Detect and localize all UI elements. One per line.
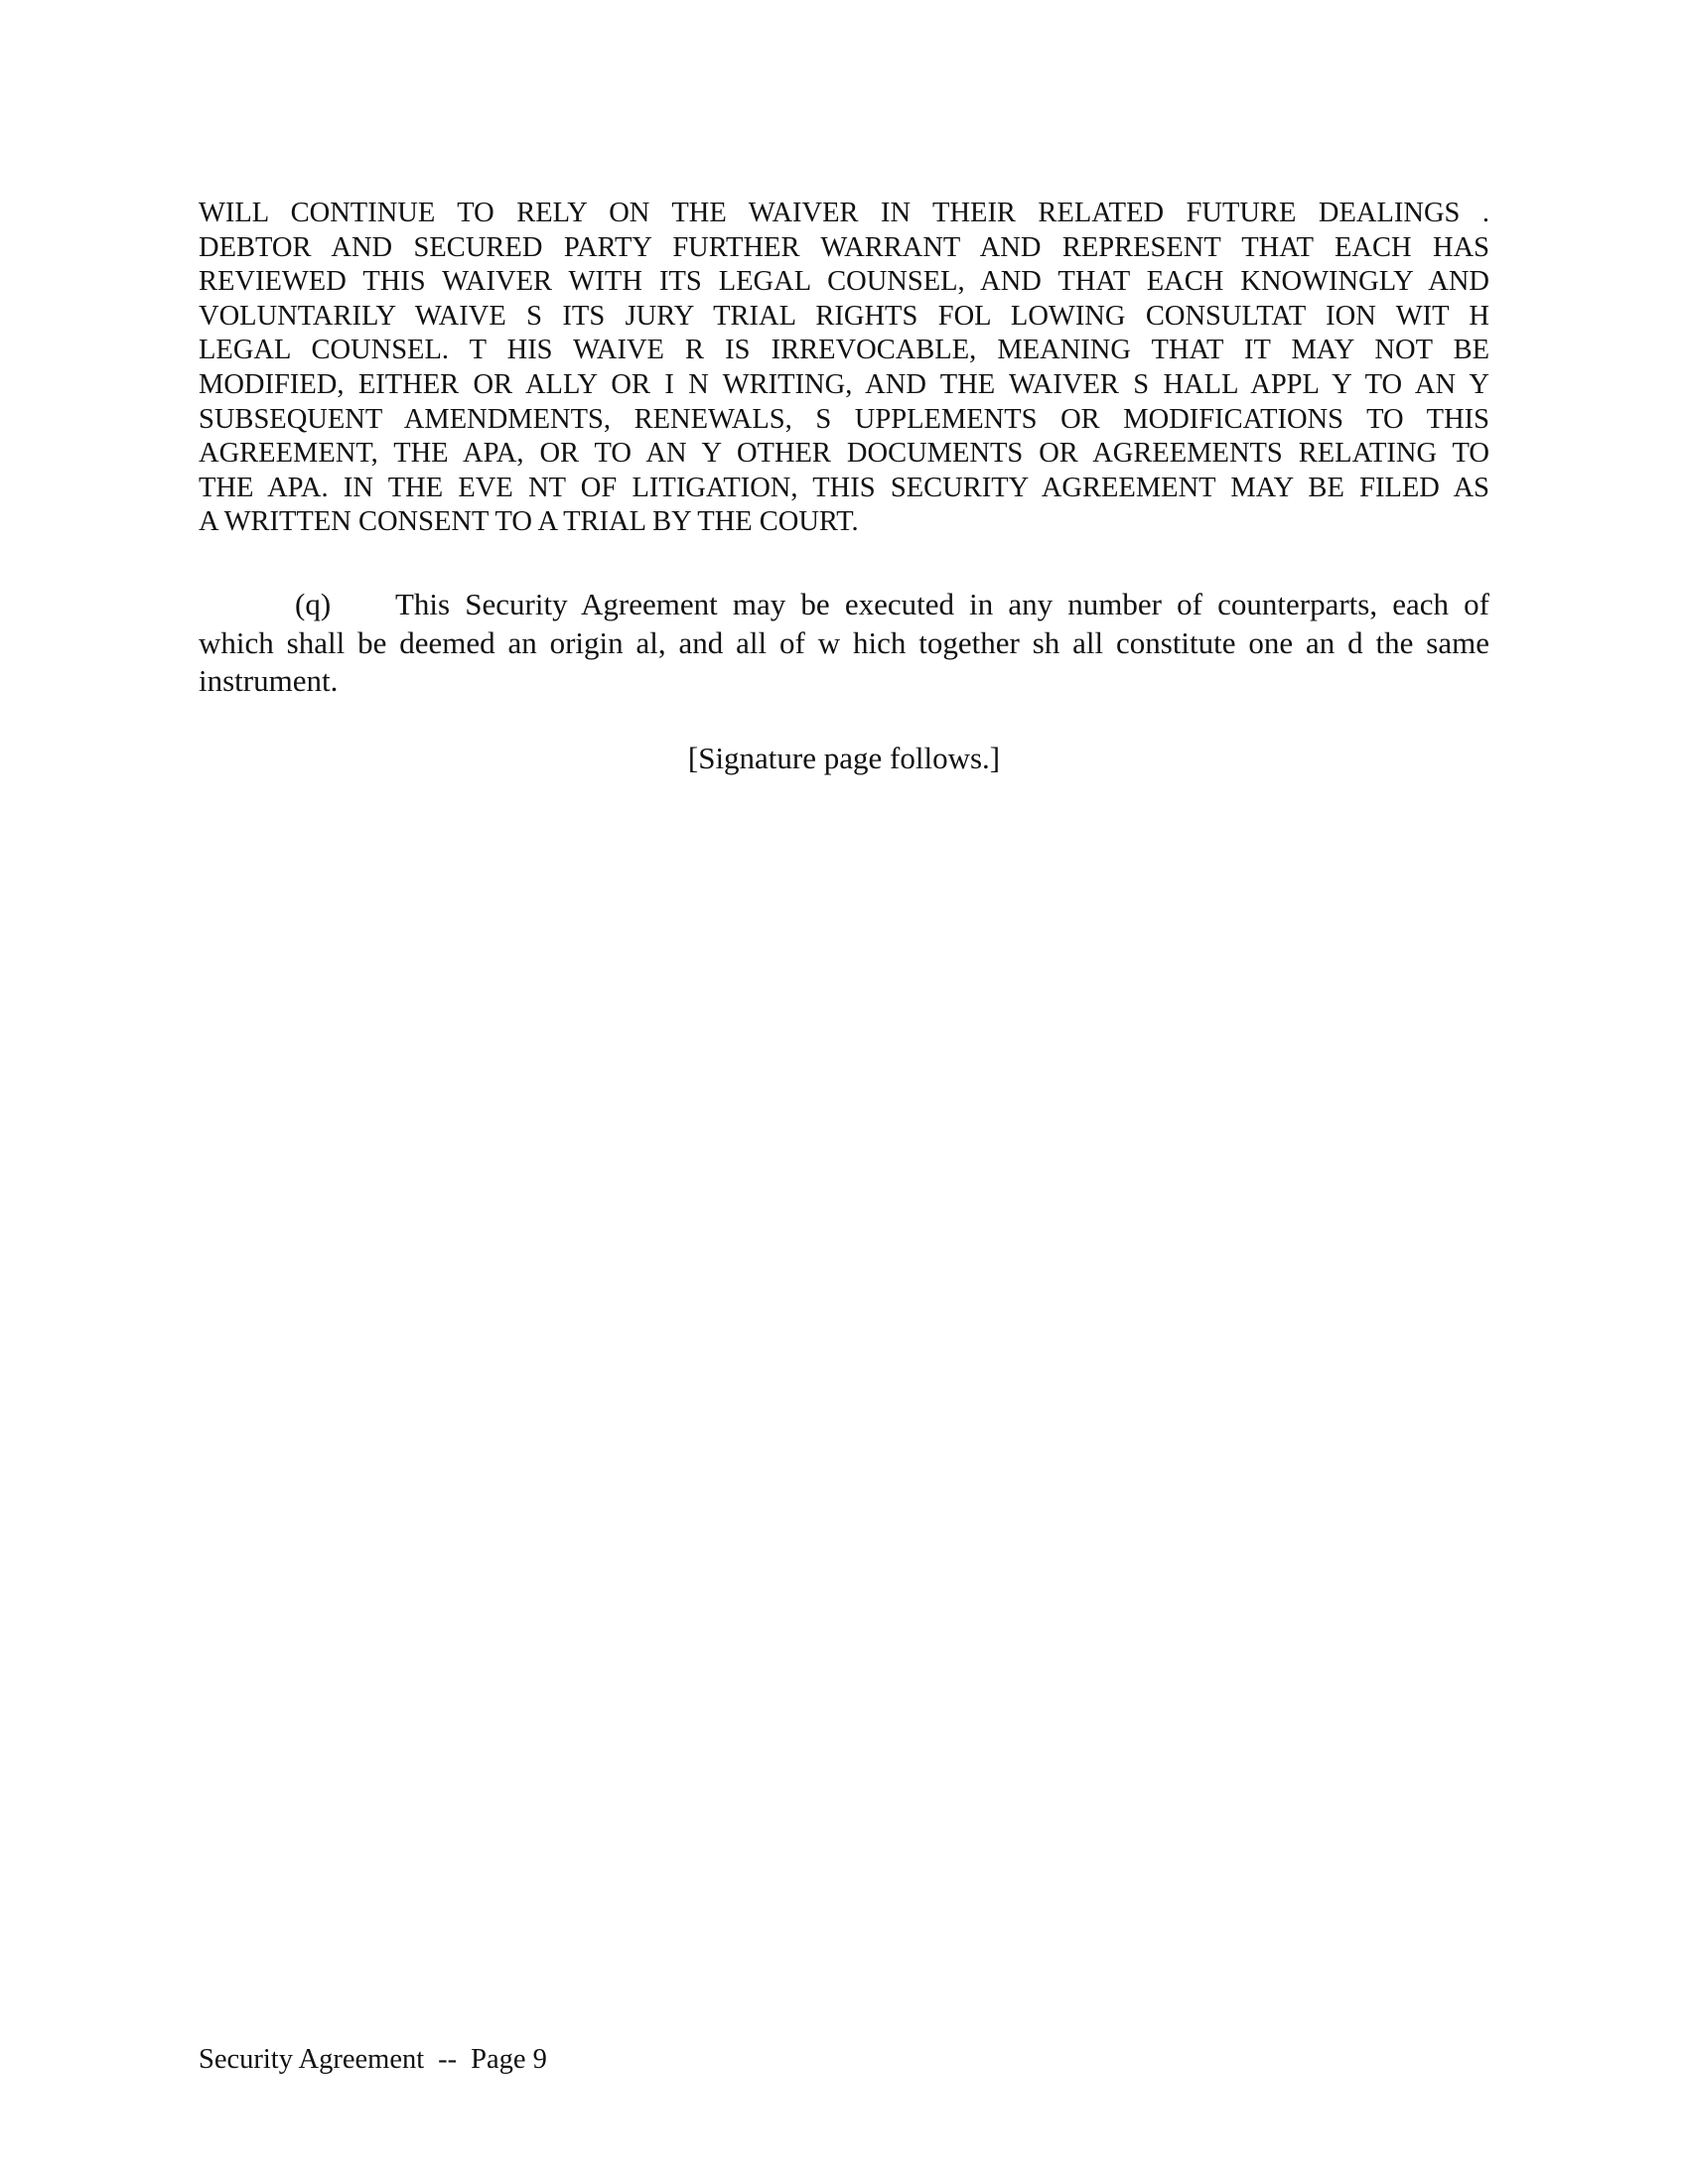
paragraph-marker: (q) bbox=[295, 587, 332, 621]
waiver-line: MODIFIED, EITHER OR ALLY OR I N WRITING, AND THE WAIVER S HALL APPL Y TO AN Y bbox=[199, 368, 1489, 400]
paragraph-line bbox=[199, 586, 1489, 624]
footer-separator: -- bbox=[438, 2044, 458, 2075]
waiver-line: LEGAL COUNSEL. T HIS WAIVE R IS IRREVOCABLE, MEANING THAT IT MAY NOT BE bbox=[199, 335, 1489, 366]
waiver-line: A WRITTEN CONSENT TO A TRIAL BY THE COURT. bbox=[199, 506, 859, 538]
waiver-line: THE APA. IN THE EVE NT OF LITIGATION, THIS SECURITY AGREEMENT MAY BE FILED AS bbox=[199, 472, 1489, 503]
waiver-line: SUBSEQUENT AMENDMENTS, RENEWALS, S UPPLEMENTS OR MODIFICATIONS TO THIS bbox=[199, 403, 1489, 435]
counterparts-paragraph bbox=[199, 586, 1489, 701]
paragraph-line: instrument. bbox=[199, 663, 339, 698]
waiver-line: WILL CONTINUE TO RELY ON THE WAIVER IN THEIR RELATED FUTURE DEALINGS . bbox=[199, 198, 1489, 228]
page-footer bbox=[199, 2043, 547, 2077]
signature-page-note: [Signature page follows.] bbox=[687, 741, 1001, 775]
footer-document-name: Security Agreement bbox=[199, 2044, 425, 2075]
paragraph-line: which shall be deemed an origin al, and all of w hich together sh all constitute one an d the same bbox=[199, 624, 1489, 660]
waiver-line: AGREEMENT, THE APA, OR TO AN Y OTHER DOCUMENTS OR AGREEMENTS RELATING TO bbox=[199, 438, 1489, 470]
footer-page-number: Page 9 bbox=[471, 2044, 547, 2075]
waiver-line: REVIEWED THIS WAIVER WITH ITS LEGAL COUNSEL, AND THAT EACH KNOWINGLY AND bbox=[199, 266, 1489, 298]
jury-waiver-paragraph bbox=[199, 197, 1489, 540]
paragraph-text: This Security Agreement may be executed in any number of counterparts, each of bbox=[395, 587, 1489, 621]
waiver-line: DEBTOR AND SECURED PARTY FURTHER WARRANT AND REPRESENT THAT EACH HAS bbox=[199, 231, 1489, 263]
waiver-line: VOLUNTARILY WAIVE S ITS JURY TRIAL RIGHTS FOL LOWING CONSULTAT ION WIT H bbox=[199, 300, 1489, 332]
